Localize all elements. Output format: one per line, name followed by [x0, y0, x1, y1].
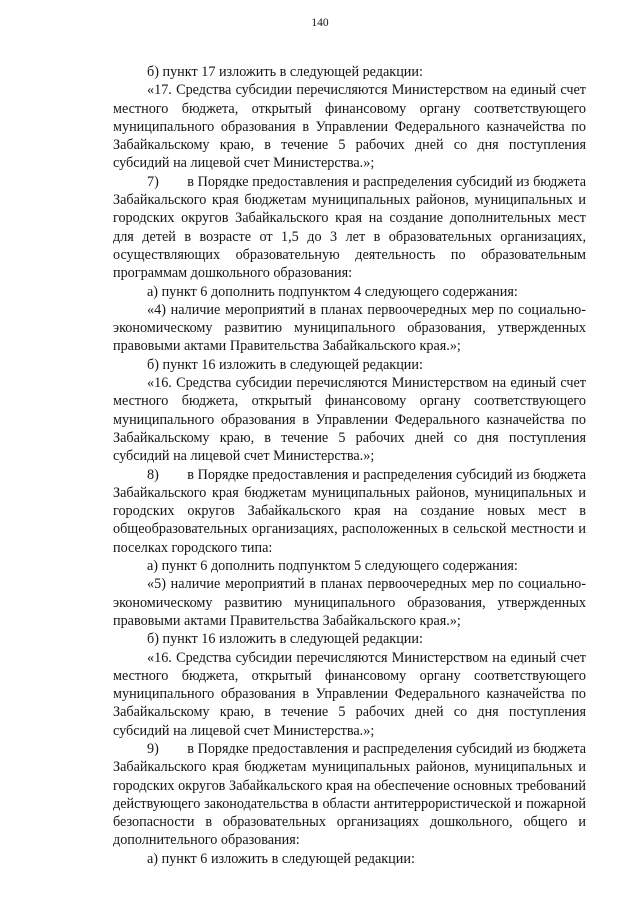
paragraph: а) пункт 6 дополнить подпунктом 5 следующего содержания:	[147, 558, 518, 575]
paragraph: «5) наличие мероприятий в планах первоочередных мер по социально-экономическому развитию муниципального образования, утвержденных правовыми актами Правительства Забайкальского края.»;	[113, 576, 586, 629]
paragraph: «4) наличие мероприятий в планах первоочередных мер по социально-экономическому развитию муниципального образования, утвержденных правовыми актами Правительства Забайкальского края.»;	[113, 301, 586, 355]
paragraph: «17. Средства субсидии перечисляются Министерством на единый счет местного бюджета, открытый финансовому органу соответствующего муниципального образования в Управлении Федерального казначейства по Забайкальскому краю, в течение 5 рабочих дней со дня поступления субсидий на лицевой счет Министерства.»;	[113, 82, 586, 172]
paragraph: 9) в Порядке предоставления и распределения субсидий из бюджета Забайкальского края бюджетам муниципальных районов, муниципальных и городских округов Забайкальского края на обеспечение основных требований действующего законодательства в области антитеррористической и пожарной безопасности в образовательных организациях дошкольного, общего и дополнительного образования:	[113, 740, 586, 849]
paragraph: «16. Средства субсидии перечисляются Министерством на единый счет местного бюджета, открытый финансовому органу соответствующего муниципального образования в Управлении Федерального казначейства по Забайкальскому краю, в течение 5 рабочих дней со дня поступления субсидий на лицевой счет Министерства.»;	[113, 649, 586, 739]
paragraph: «16. Средства субсидии перечисляются Министерством на единый счет местного бюджета, открытый финансовому органу соответствующего муниципального образования в Управлении Федерального казначейства по Забайкальскому краю, в течение 5 рабочих дней со дня поступления субсидий на лицевой счет Министерства.»;	[113, 375, 586, 465]
document-body	[113, 63, 586, 868]
paragraph: 8) в Порядке предоставления и распределения субсидий из бюджета Забайкальского края бюджетам муниципальных районов, муниципальных и городских округов Забайкальского края на создание новых мест в общеобразовательных организациях, расположенных в сельской местности и поселках городского типа:	[113, 466, 586, 556]
paragraph: а) пункт 6 дополнить подпунктом 4 следующего содержания:	[147, 283, 518, 300]
paragraph: б) пункт 17 изложить в следующей редакции:	[147, 64, 423, 80]
paragraph: 7) в Порядке предоставления и распределения субсидий из бюджета Забайкальского края бюджетам муниципальных районов, муниципальных и городских округов Забайкальского края на создание дополнительных мест для детей в возрасте от 1,5 до 3 лет в образовательных организациях, осуществляющих образовательную деятельность по образовательным программам дошкольного образования:	[113, 173, 586, 282]
paragraph: а) пункт 6 изложить в следующей редакции:	[147, 850, 415, 867]
paragraph: б) пункт 16 изложить в следующей редакции:	[147, 631, 423, 648]
paragraph: б) пункт 16 изложить в следующей редакции:	[147, 356, 423, 373]
page-number: 140	[311, 17, 329, 29]
